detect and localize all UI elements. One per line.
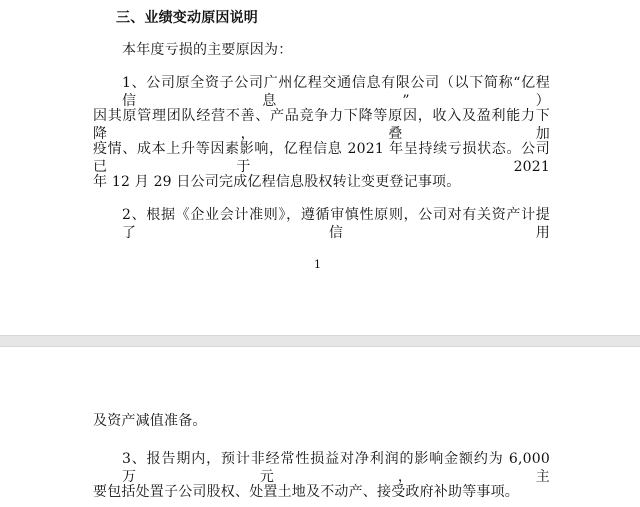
document-page-2 — [0, 347, 640, 507]
item2-continuation: 及资产减值准备。 — [93, 413, 207, 429]
section-heading: 三、业绩变动原因说明 — [116, 10, 258, 26]
page-break-divider — [0, 335, 640, 347]
page-number: 1 — [314, 258, 321, 271]
item3-line2: 要包括处置子公司股权、处置土地及不动产、接受政府补助等事项。 — [93, 484, 519, 500]
item1-line2: 因其原管理团队经营不善、产品竞争力下降等原因，收入及盈利能力下降，叠加 — [93, 108, 550, 142]
item2-line1: 2、根据《企业会计准则》，遵循审慎性原则，公司对有关资产计提了信用 — [122, 207, 550, 241]
item1-line1: 1、公司原全资子公司广州亿程交通信息有限公司（以下简称“亿程信息”） — [122, 75, 550, 109]
intro-paragraph: 本年度亏损的主要原因为： — [122, 42, 293, 58]
item1-line3: 疫情、成本上升等因素影响，亿程信息 2021 年呈持续亏损状态。公司已于 2021 — [93, 141, 550, 175]
item1-line4: 年 12 月 29 日公司完成亿程信息股权转让变更登记事项。 — [93, 174, 461, 190]
item3-line1: 3、报告期内，预计非经常性损益对净利润的影响金额约为 6,000 万元，主 — [122, 451, 550, 485]
